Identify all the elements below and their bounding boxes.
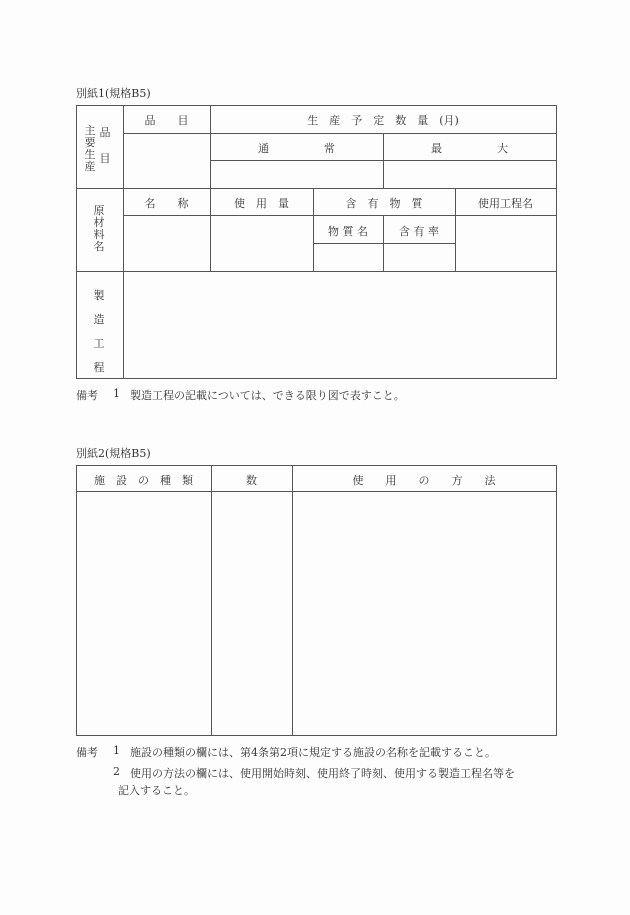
contained-substance-header: 含 有 物 質: [345, 197, 423, 210]
form2-note-1-text: 施設の種類の欄には、第4条第2項に規定する施設の名称を記載すること。: [130, 746, 496, 759]
s2-row-label: [93, 205, 107, 253]
material-name-input-cell[interactable]: [124, 216, 210, 271]
substance-name-header: 物 質 名: [328, 225, 368, 238]
normal-quantity-input-cell[interactable]: [211, 161, 383, 188]
s1-row-label-item: [99, 120, 113, 172]
facility-type-input-area[interactable]: [77, 492, 211, 735]
t2-border-right: [556, 465, 557, 736]
count-header: 数: [246, 474, 257, 487]
manufacturing-process-input-area[interactable]: [124, 272, 556, 378]
production-header: 生 産 予 定 数 量 (月): [307, 114, 459, 127]
form2-note-2-text: 使用の方法の欄には、使用開始時刻、使用終了時刻、使用する製造工程名等を: [130, 767, 515, 780]
table-border-bottom: [76, 378, 557, 379]
form2-note-label: 備考: [76, 746, 98, 759]
max-header: 最 大: [431, 142, 508, 155]
usage-amount-input-cell[interactable]: [211, 216, 313, 271]
item-header: 品 目: [144, 114, 189, 127]
name-header: 名 称: [144, 197, 189, 210]
form1-note-label: 備考: [76, 389, 98, 402]
s3-row-label-text: 製造工程: [93, 289, 105, 374]
substance-name-input-cell[interactable]: [314, 244, 383, 271]
content-rate-header: 含 有 率: [399, 225, 439, 238]
content-rate-input-cell[interactable]: [384, 244, 455, 271]
s1-row-label-main: [84, 125, 98, 173]
item-input-cell[interactable]: [124, 134, 210, 188]
usage-method-input-area[interactable]: [293, 492, 556, 735]
t2-border-top: [76, 465, 557, 466]
table-border-right: [556, 105, 557, 379]
count-input-area[interactable]: [212, 492, 292, 735]
t2-border-bottom: [76, 735, 557, 736]
form2-note-2-number: 2: [113, 765, 120, 778]
s1-row-label-item-text: 品 目: [99, 126, 111, 165]
max-quantity-input-cell[interactable]: [384, 161, 556, 188]
table-border-left: [76, 105, 77, 379]
section-divider-1: [76, 188, 557, 189]
form2-note-1-number: 1: [113, 744, 120, 757]
s3-row-label: [93, 284, 107, 380]
form2-caption: 別紙2(規格B5): [76, 447, 151, 460]
s1-row-label-main-text: 主要生産: [84, 124, 96, 173]
form1-caption: 別紙1(規格B5): [76, 87, 151, 100]
form1-note-1-number: 1: [113, 387, 120, 400]
usage-method-header: 使 用 の 方 法: [352, 474, 496, 487]
form2-note-2-continuation: 記入すること。: [118, 784, 195, 797]
normal-header: 通 常: [258, 142, 335, 155]
usage-header: 使 用 量: [234, 197, 289, 210]
s2-row-label-text: 原材料名: [93, 204, 105, 253]
process-name-input-cell[interactable]: [456, 216, 556, 271]
process-name-header: 使用工程名: [478, 197, 533, 210]
form1-note-1-text: 製造工程の記載については、できる限り図で表すこと。: [130, 389, 405, 402]
facility-type-header: 施 設 の 種 類: [94, 474, 193, 487]
table-border-top: [76, 105, 557, 106]
